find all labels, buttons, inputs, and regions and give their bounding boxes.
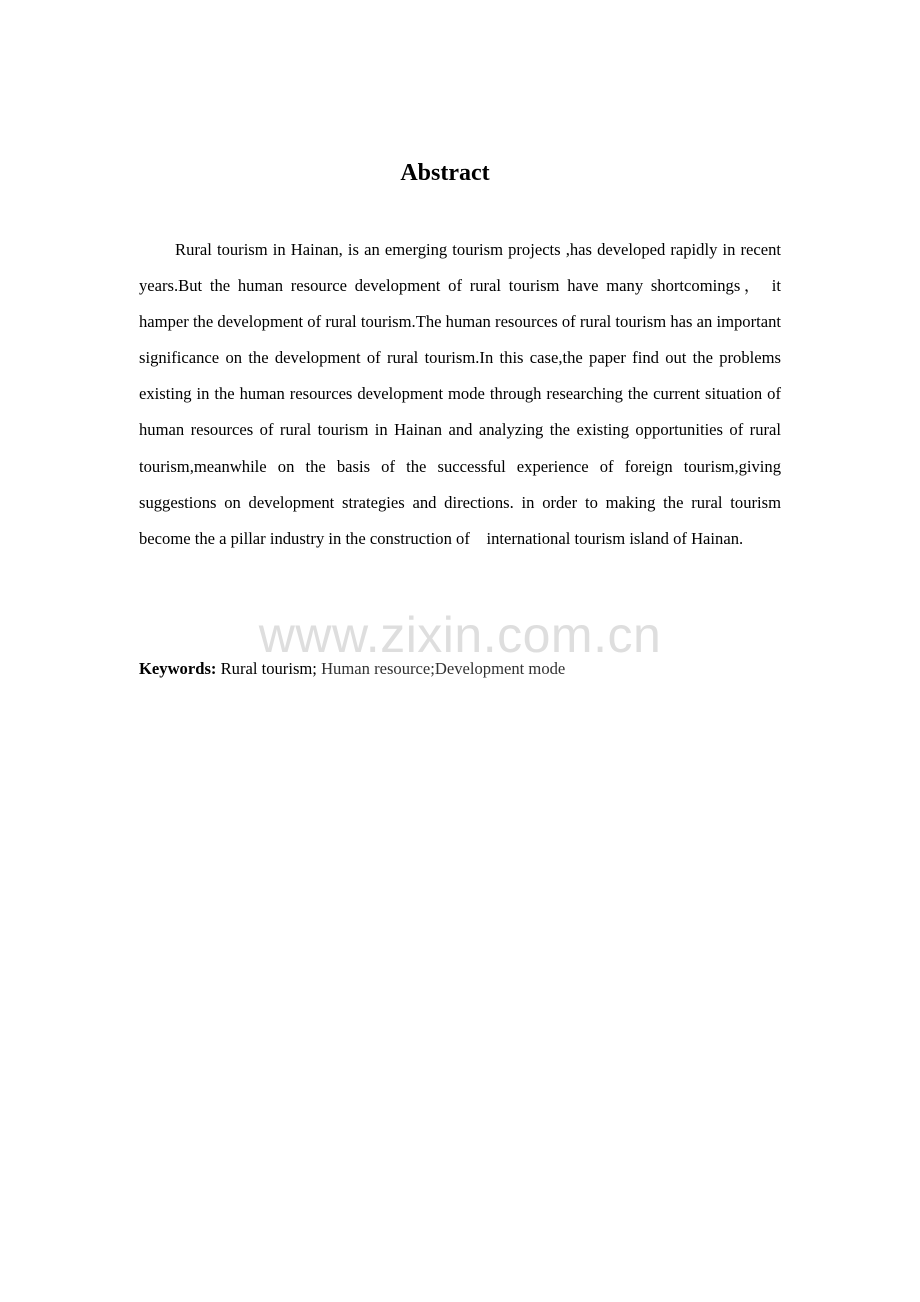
keywords-label: Keywords: <box>139 659 217 678</box>
keywords-first: Rural tourism; <box>216 659 317 678</box>
keywords-line <box>139 656 839 682</box>
abstract-paragraph: Rural tourism in Hainan, is an emerging tourism projects ,has developed rapidly in recent years.But the human resource development of rural tourism have many shortcomings， it hamper the development of rural tourism.The human resources of rural tourism has an important significance on the development of rural tourism.In this case,the paper find out the problems existing in the human resources development mode through researching the current situation of human resources of rural tourism in Hainan and analyzing the existing opportunities of rural tourism,meanwhile on the basis of the successful experience of foreign tourism,giving suggestions on development strategies and directions. in order to making the rural tourism become the a pillar industry in the construction of international tourism island of Hainan. <box>139 240 781 548</box>
keywords-rest: Human resource;Development mode <box>316 659 566 678</box>
abstract-title: Abstract <box>400 160 490 186</box>
watermark: www.zixin.com.cn <box>258 607 662 663</box>
